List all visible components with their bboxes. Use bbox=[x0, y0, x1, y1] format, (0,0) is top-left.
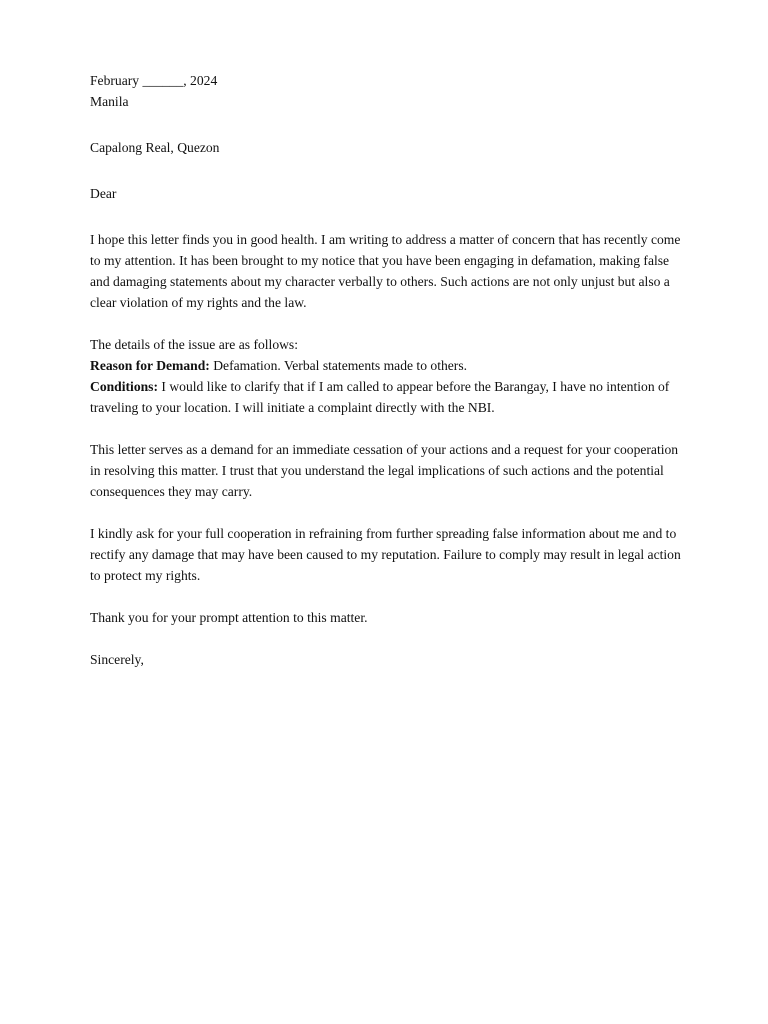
reason-text: Defamation. Verbal statements made to others. bbox=[209, 358, 468, 373]
conditions-text: I would like to clarify that if I am called to appear before the Barangay, I have no intention of traveling to your location. I will initiate a complaint directly with the NBI. bbox=[90, 379, 670, 415]
recipient-address: Capalong Real, Quezon bbox=[90, 140, 220, 155]
demand-paragraph: This letter serves as a demand for an immediate cessation of your actions and a request for your cooperation in resolving this matter. I trust that you understand the legal implications of such actions and the potential consequences they may carry. bbox=[90, 442, 679, 499]
salutation: Dear bbox=[90, 186, 117, 201]
thanks-line: Thank you for your prompt attention to this matter. bbox=[90, 610, 368, 625]
intro-paragraph: I hope this letter finds you in good health. I am writing to address a matter of concern that has recently come to my attention. It has been brought to my notice that you have been engaging in defamation, making false and damaging statements about my character verbally to others. Such actions are not only unjust but also a clear violation of my rights and the law. bbox=[90, 232, 681, 310]
spacer bbox=[90, 628, 690, 649]
spacer bbox=[90, 204, 690, 229]
request-paragraph: I kindly ask for your full cooperation in refraining from further spreading false information about me and to rectify any damage that may have been caused to my reputation. Failure to comply may result in legal action to protect my rights. bbox=[90, 526, 681, 583]
spacer bbox=[90, 112, 690, 137]
closing-line: Sincerely, bbox=[90, 652, 144, 667]
spacer bbox=[90, 502, 690, 523]
letter-body bbox=[90, 70, 690, 670]
reason-label: Reason for Demand: bbox=[90, 358, 210, 373]
conditions bbox=[90, 376, 690, 418]
spacer bbox=[90, 158, 690, 183]
details-heading: The details of the issue are as follows: bbox=[90, 337, 299, 352]
letter-city: Manila bbox=[90, 94, 129, 109]
spacer bbox=[90, 418, 690, 439]
conditions-label: Conditions: bbox=[90, 379, 158, 394]
letter-date: February ______, 2024 bbox=[90, 73, 218, 88]
spacer bbox=[90, 586, 690, 607]
reason-for-demand bbox=[90, 355, 690, 376]
spacer bbox=[90, 313, 690, 334]
